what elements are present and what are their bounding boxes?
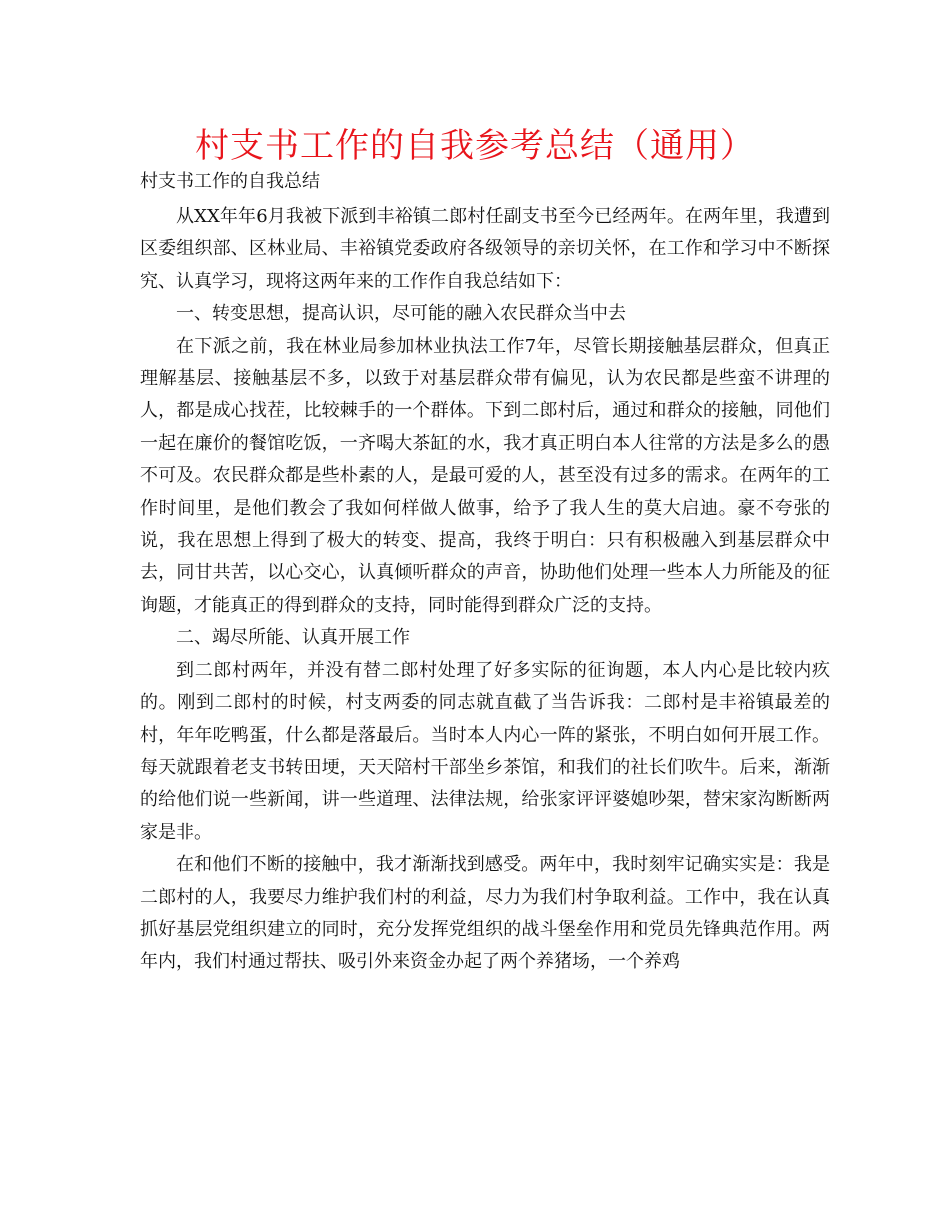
section-heading-2: 二、竭尽所能、认真开展工作 [176,627,410,649]
paragraph-section-2a: 到二郎村两年，并没有替二郎村处理了好多实际的征询题，本人内心是比较内疚的。刚到二郎村的时候，村支两委的同志就直截了当告诉我：二郎村是丰裕镇最差的村，年年吃鸭蛋，什么都是落最后。当时本人内心一阵的紧张，不明白如何开展工作。每天就跟着老支书转田埂，天天陪村干部坐乡茶馆，和我们的社长们吹牛。后来，渐渐的给他们说一些新闻，讲一些道理、法律法规，给张家评评婆媳吵架，替宋家沟断断两家是非。 [140,659,830,843]
document-title: 村支书工作的自我参考总结（通用） [195,126,755,166]
section-heading-1: 一、转变思想，提高认识，尽可能的融入农民群众当中去 [176,303,626,325]
paragraph-section-2b: 在和他们不断的接触中，我才渐渐找到感受。两年中，我时刻牢记确实实是：我是二郎村的人，我要尽力维护我们村的利益，尽力为我们村争取利益。工作中，我在认真抓好基层党组织建立的同时，充分发挥党组织的战斗堡垒作用和党员先锋典范作用。两年内，我们村通过帮扶、吸引外来资金办起了两个养猪场，一个养鸡 [140,854,830,973]
paragraph-intro: 从XX年年6月我被下派到丰裕镇二郎村任副支书至今已经两年。在两年里，我遭到区委组织部、区林业局、丰裕镇党委政府各级领导的亲切关怀，在工作和学习中不断探究、认真学习，现将这两年来的工作作自我总结如下： [140,206,830,292]
document-body [140,201,830,979]
paragraph-section-1: 在下派之前，我在林业局参加林业执法工作7年，尽管长期接触基层群众，但真正理解基层、接触基层不多，以致于对基层群众带有偏见，认为农民都是些蛮不讲理的人，都是成心找茬，比较棘手的一个群体。下到二郎村后，通过和群众的接触，同他们一起在廉价的餐馆吃饭，一齐喝大茶缸的水，我才真正明白本人往常的方法是多么的愚不可及。农民群众都是些朴素的人，是最可爱的人，甚至没有过多的需求。在两年的工作时间里，是他们教会了我如何样做人做事，给予了我人生的莫大启迪。豪不夸张的说，我在思想上得到了极大的转变、提高，我终于明白：只有积极融入到基层群众中去，同甘共苦，以心交心，认真倾听群众的声音，协助他们处理一些本人力所能及的征询题，才能真正的得到群众的支持，同时能得到群众广泛的支持。 [140,335,830,616]
document-subtitle: 村支书工作的自我总结 [140,171,320,192]
